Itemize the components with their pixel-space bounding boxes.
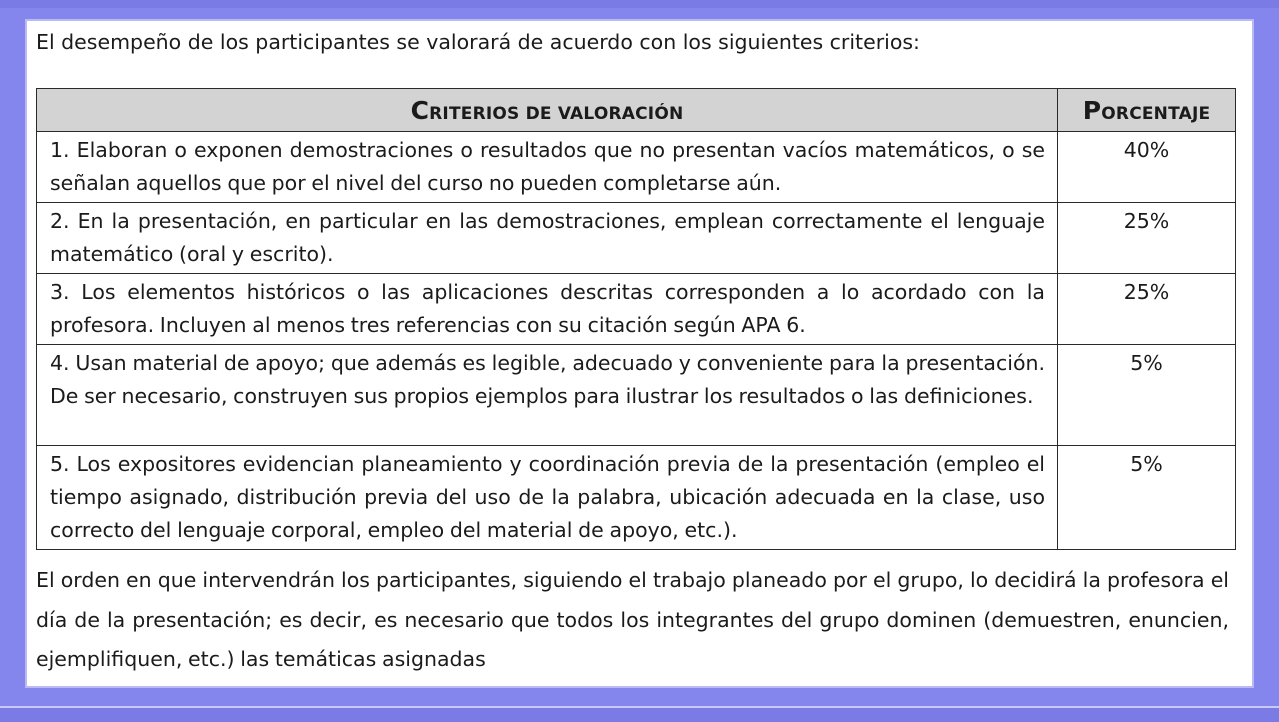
table-row — [37, 274, 1236, 345]
document-page — [27, 21, 1252, 686]
table-row — [37, 446, 1236, 550]
criterion-description: 3. Los elementos históricos o las aplicaciones descritas corresponden a lo acordado con la profesora. Incluyen al menos tres referencias con su citación según APA 6. — [37, 274, 1058, 345]
closing-paragraph: El orden en que intervendrán los participantes, siguiendo el trabajo planeado por el grupo, lo decidirá la profesora el día de la presentación; es decir, es necesario que todos los integrantes del grupo dominen (demuestren, enuncien, ejemplifiquen, etc.) las temáticas asignadas — [36, 568, 1229, 671]
slide-frame-top — [0, 0, 1279, 8]
criterion-description: 1. Elaboran o exponen demostraciones o resultados que no presentan vacíos matemáticos, o se señalan aquellos que por el nivel del curso no pueden completarse aún. — [37, 132, 1058, 203]
table-row — [37, 203, 1236, 274]
intro-paragraph: El desempeño de los participantes se valorará de acuerdo con los siguientes criterios: — [36, 30, 920, 54]
table-row — [37, 345, 1236, 446]
table-row — [37, 132, 1236, 203]
percentage-column-header: PORCENTAJE — [1058, 89, 1236, 132]
criterion-description: 2. En la presentación, en particular en las demostraciones, emplean correctamente el lenguaje matemático (oral y escrito). — [37, 203, 1058, 274]
criteria-table — [36, 88, 1236, 550]
criterion-description: 4. Usan material de apoyo; que además es legible, adecuado y conveniente para la presentación. De ser necesario, construyen sus propios ejemplos para ilustrar los resultados o las definiciones. — [37, 345, 1058, 446]
criterion-percentage: 5% — [1058, 345, 1236, 446]
criterion-percentage: 40% — [1058, 132, 1236, 203]
criterion-description: 5. Los expositores evidencian planeamiento y coordinación previa de la presentación (empleo el tiempo asignado, distribución previa del uso de la palabra, ubicación adecuada en la clase, uso correcto del lenguaje corporal, empleo del material de apoyo, etc.). — [37, 446, 1058, 550]
criteria-column-header: CRITERIOS DE VALORACIÓN — [37, 89, 1058, 132]
criterion-percentage: 25% — [1058, 203, 1236, 274]
criterion-percentage: 5% — [1058, 446, 1236, 550]
criterion-percentage: 25% — [1058, 274, 1236, 345]
table-header-row — [37, 89, 1236, 132]
